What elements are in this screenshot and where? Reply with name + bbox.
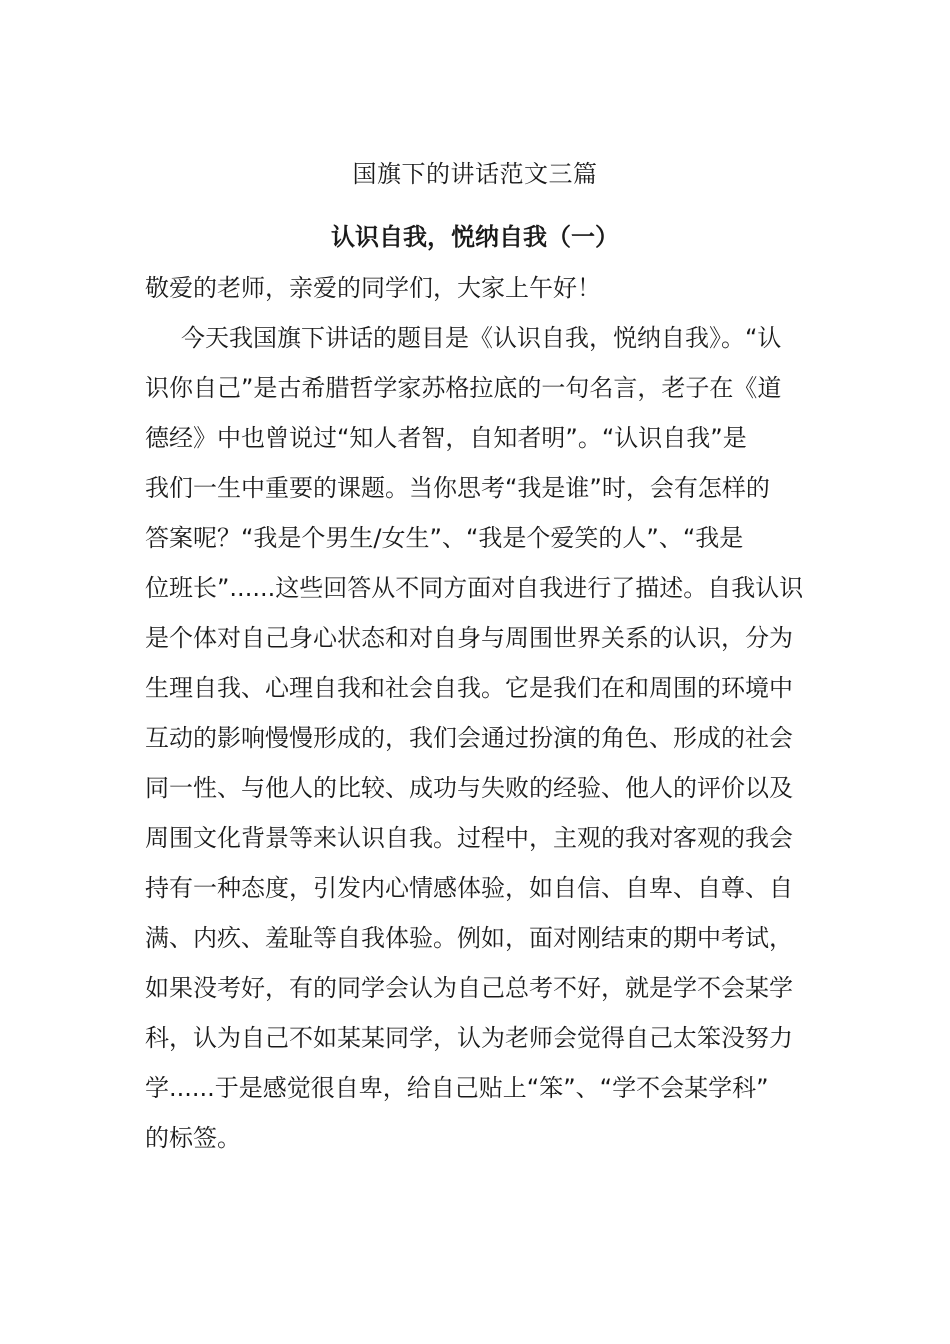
paragraph-line: 今天我国旗下讲话的题目是《认识自我，悦纳自我》。“认 xyxy=(181,324,782,352)
paragraph-line: 答案呢？“我是个男生/女生”、“我是个爱笑的人”、“我是 xyxy=(145,524,744,552)
paragraph-line: 位班长”......这些回答从不同方面对自我进行了描述。自我认识 xyxy=(145,574,804,602)
speech-greeting: 敬爱的老师，亲爱的同学们，大家上午好！ xyxy=(145,274,601,302)
speech-paragraph xyxy=(145,320,815,1170)
paragraph-line: 的标签。 xyxy=(145,1124,241,1152)
document-title: 国旗下的讲话范文三篇 xyxy=(352,160,598,188)
paragraph-line: 持有一种态度，引发内心情感体验，如自信、自卑、自尊、自 xyxy=(145,874,793,902)
paragraph-line: 德经》中也曾说过“知人者智，自知者明”。“认识自我”是 xyxy=(145,424,747,452)
section-title: 认识自我，悦纳自我（一） xyxy=(331,223,619,251)
paragraph-line: 如果没考好，有的同学会认为自己总考不好，就是学不会某学 xyxy=(145,974,793,1002)
paragraph-line: 我们一生中重要的课题。当你思考“我是谁”时，会有怎样的 xyxy=(145,474,770,502)
paragraph-line: 互动的影响慢慢形成的，我们会通过扮演的角色、形成的社会 xyxy=(145,724,793,752)
paragraph-line: 是个体对自己身心状态和对自身与周围世界关系的认识，分为 xyxy=(145,624,793,652)
paragraph-line: 同一性、与他人的比较、成功与失败的经验、他人的评价以及 xyxy=(145,774,793,802)
paragraph-line: 周围文化背景等来认识自我。过程中，主观的我对客观的我会 xyxy=(145,824,793,852)
paragraph-line: 科，认为自己不如某某同学，认为老师会觉得自己太笨没努力 xyxy=(145,1024,793,1052)
paragraph-line: 生理自我、心理自我和社会自我。它是我们在和周围的环境中 xyxy=(145,674,793,702)
paragraph-line: 学......于是感觉很自卑，给自己贴上“笨”、“学不会某学科” xyxy=(145,1074,769,1102)
paragraph-line: 识你自己”是古希腊哲学家苏格拉底的一句名言，老子在《道 xyxy=(145,374,782,402)
paragraph-line: 满、内疚、羞耻等自我体验。例如，面对刚结束的期中考试， xyxy=(145,924,793,952)
